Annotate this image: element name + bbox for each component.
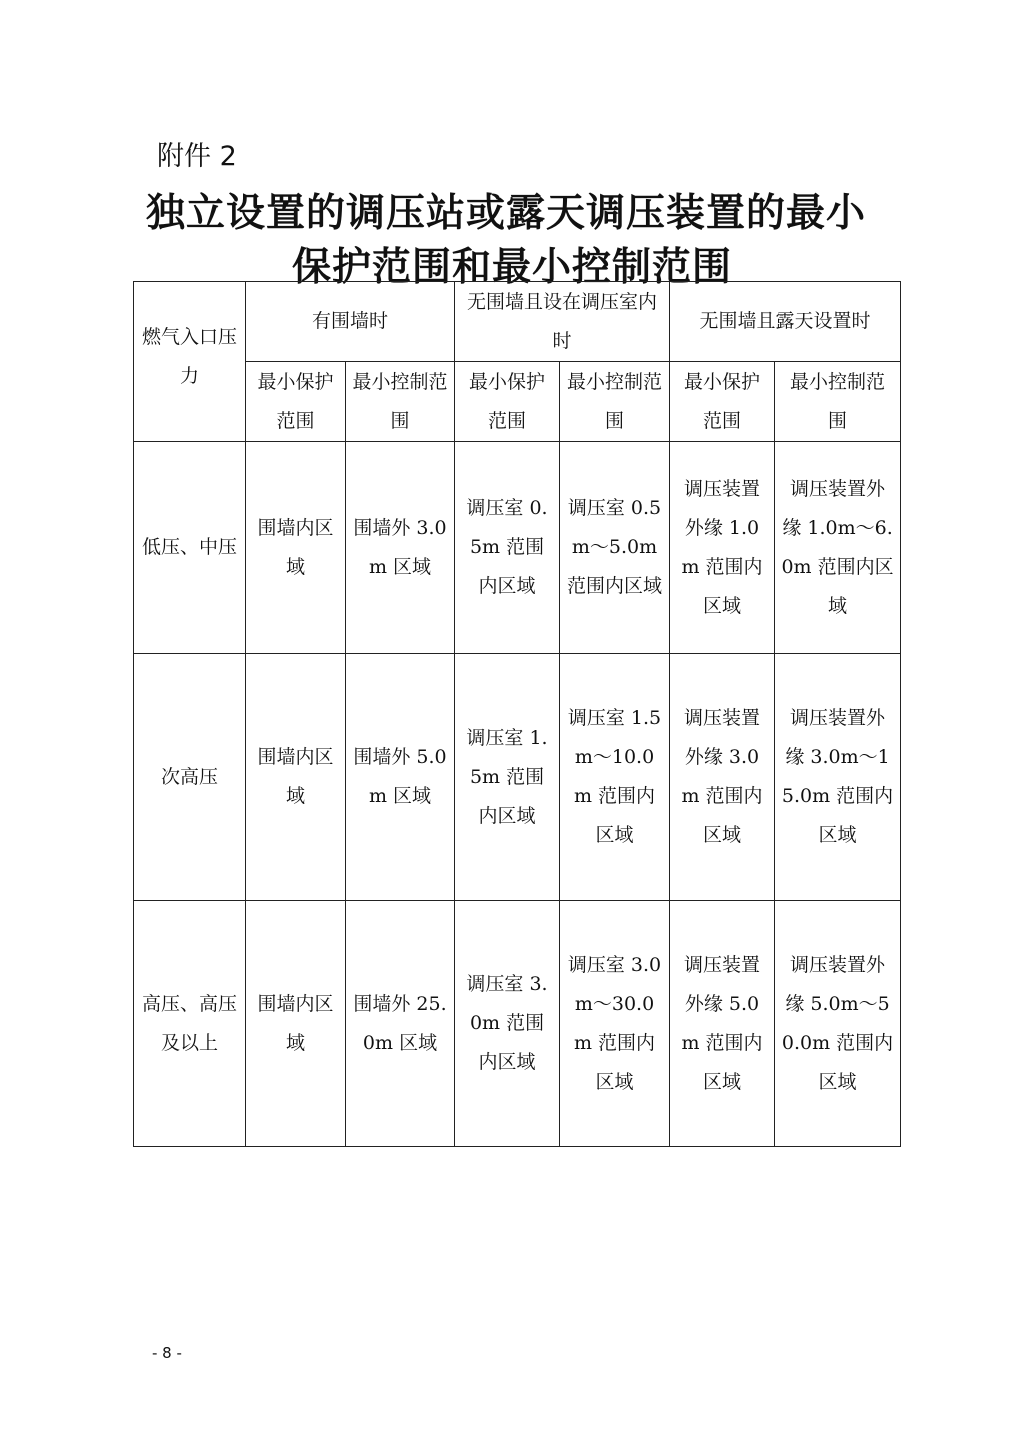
table-cell: 围墙内区域: [246, 442, 346, 654]
header-group-indoor: 无围墙且设在调压室内时: [455, 282, 670, 362]
table-cell: 调压装置外缘 5.0m 范围内区域: [670, 901, 775, 1147]
table-row: [134, 901, 901, 1147]
table-cell: 围墙外 3.0m 区域: [346, 442, 455, 654]
table-cell: 调压装置外缘 1.0m 范围内区域: [670, 442, 775, 654]
header-group-open-air: 无围墙且露天设置时: [670, 282, 901, 362]
table-header-row: [134, 282, 901, 362]
subheader-cell: 最小控制范围: [346, 362, 455, 442]
document-title-line-2: 保护范围和最小控制范围: [291, 244, 732, 290]
subheader-cell: 最小保护范围: [670, 362, 775, 442]
table-subheader-row: [134, 362, 901, 442]
table-cell: 调压装置外缘 3.0m～15.0m 范围内区域: [775, 654, 901, 901]
header-pressure: 燃气入口压力: [134, 282, 246, 442]
attachment-label: 附件 2: [157, 141, 237, 172]
table-row: [134, 442, 901, 654]
table-cell: 调压室 0.5m 范围内区域: [455, 442, 560, 654]
subheader-cell: 最小保护范围: [246, 362, 346, 442]
table-cell: 围墙内区域: [246, 654, 346, 901]
row-pressure-cell: 低压、中压: [134, 442, 246, 654]
table-cell: 围墙内区域: [246, 901, 346, 1147]
subheader-cell: 最小保护范围: [455, 362, 560, 442]
table-cell: 调压装置外缘 1.0m～6.0m 范围内区域: [775, 442, 901, 654]
pressure-range-table: [133, 281, 901, 1147]
header-group-walled: 有围墙时: [246, 282, 455, 362]
table-cell: 调压室 0.5m～5.0m 范围内区域: [560, 442, 670, 654]
table-cell: 调压室 1.5m～10.0m 范围内区域: [560, 654, 670, 901]
page-number: - 8 -: [152, 1344, 182, 1362]
table-cell: 调压室 1.5m 范围内区域: [455, 654, 560, 901]
table-cell: 调压装置外缘 5.0m～50.0m 范围内区域: [775, 901, 901, 1147]
subheader-cell: 最小控制范围: [775, 362, 901, 442]
table-row: [134, 654, 901, 901]
table-cell: 调压装置外缘 3.0m 范围内区域: [670, 654, 775, 901]
table-cell: 围墙外 25.0m 区域: [346, 901, 455, 1147]
row-pressure-cell: 次高压: [134, 654, 246, 901]
table-cell: 围墙外 5.0m 区域: [346, 654, 455, 901]
row-pressure-cell: 高压、高压及以上: [134, 901, 246, 1147]
subheader-cell: 最小控制范围: [560, 362, 670, 442]
document-title-line-1: 独立设置的调压站或露天调压装置的最小: [145, 190, 866, 236]
table-cell: 调压室 3.0m～30.0m 范围内区域: [560, 901, 670, 1147]
table-cell: 调压室 3.0m 范围内区域: [455, 901, 560, 1147]
